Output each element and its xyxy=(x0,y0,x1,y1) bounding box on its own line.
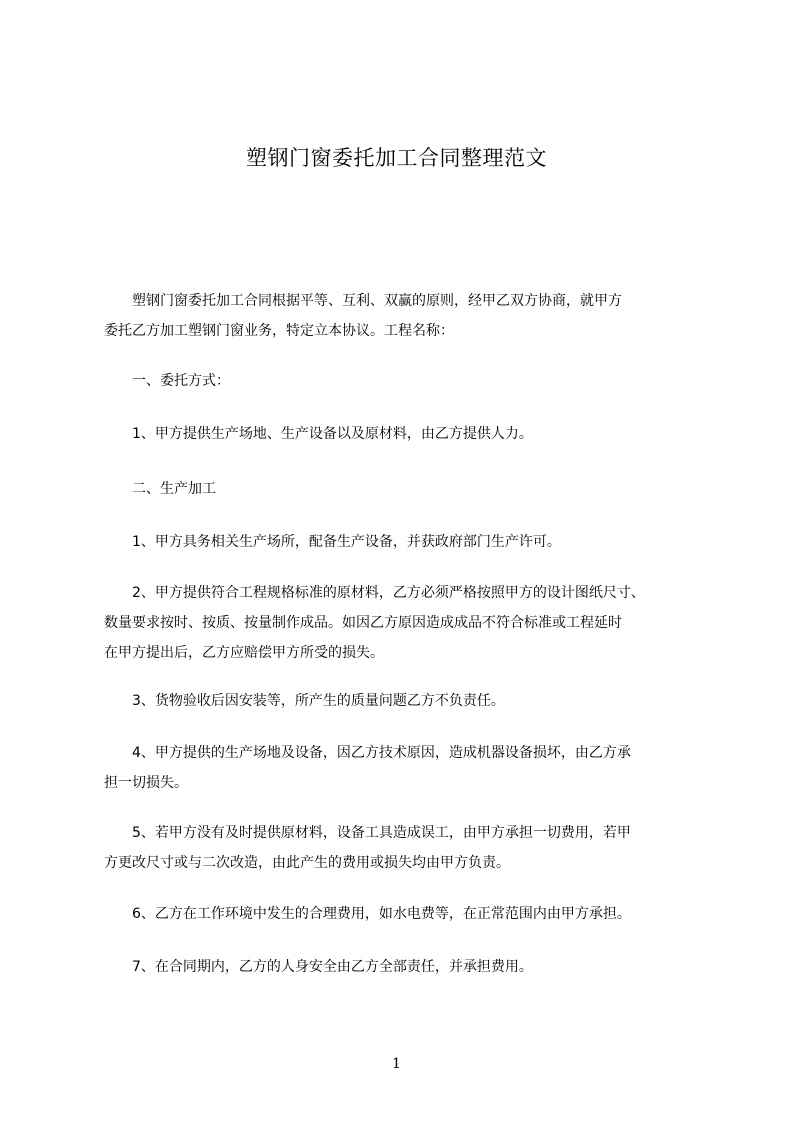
clause-2-7 xyxy=(104,952,533,982)
paragraph-line: 7、在合同期内，乙方的人身安全由乙方全部责任，并承担费用。 xyxy=(104,959,533,975)
paragraph-line: 2、甲方提供符合工程规格标准的原材料，乙方必须严格按照甲方的设计图纸尺寸、 xyxy=(104,585,645,601)
paragraph-line: 塑钢门窗委托加工合同根据平等、互利、双赢的原则，经甲乙双方协商，就甲方 xyxy=(104,293,622,309)
paragraph-line: 在甲方提出后，乙方应赔偿甲方所受的损失。 xyxy=(104,645,384,661)
paragraph-line: 委托乙方加工塑钢门窗业务，特定立本协议。工程名称： xyxy=(104,323,454,339)
section-heading-entrust-method xyxy=(104,366,230,396)
clause-2-6 xyxy=(104,899,631,929)
clause-2-4 xyxy=(104,738,631,798)
clause-2-1 xyxy=(104,527,561,557)
paragraph-line: 担一切损失。 xyxy=(104,775,188,791)
paragraph-line: 1、甲方提供生产场地、生产设备以及原材料，由乙方提供人力。 xyxy=(104,426,533,442)
paragraph-intro xyxy=(104,286,622,346)
page-number: 1 xyxy=(392,1056,401,1072)
paragraph-line: 1、甲方具务相关生产场所，配备生产设备，并获政府部门生产许可。 xyxy=(104,534,561,550)
clause-2-5 xyxy=(104,818,631,878)
section-heading-production xyxy=(104,474,216,504)
paragraph-line: 二、生产加工 xyxy=(104,481,216,497)
paragraph-line: 5、若甲方没有及时提供原材料，设备工具造成误工，由甲方承担一切费用，若甲 xyxy=(104,825,631,841)
paragraph-line: 4、甲方提供的生产场地及设备，因乙方技术原因，造成机器设备损坏，由乙方承 xyxy=(104,745,631,761)
page-title: 塑钢门窗委托加工合同整理范文 xyxy=(246,146,547,170)
clause-1-1 xyxy=(104,419,533,449)
paragraph-line: 6、乙方在工作环境中发生的合理费用，如水电费等，在正常范围内由甲方承担。 xyxy=(104,906,631,922)
paragraph-line: 数量要求按时、按质、按量制作成品。如因乙方原因造成成品不符合标准或工程延时 xyxy=(104,615,622,631)
paragraph-line: 一、委托方式： xyxy=(104,373,230,389)
paragraph-line: 方更改尺寸或与二次改造，由此产生的费用或损失均由甲方负责。 xyxy=(104,855,510,871)
clause-2-3 xyxy=(104,686,505,716)
paragraph-line: 3、货物验收后因安装等，所产生的质量问题乙方不负责任。 xyxy=(104,693,505,709)
clause-2-2 xyxy=(104,578,645,668)
